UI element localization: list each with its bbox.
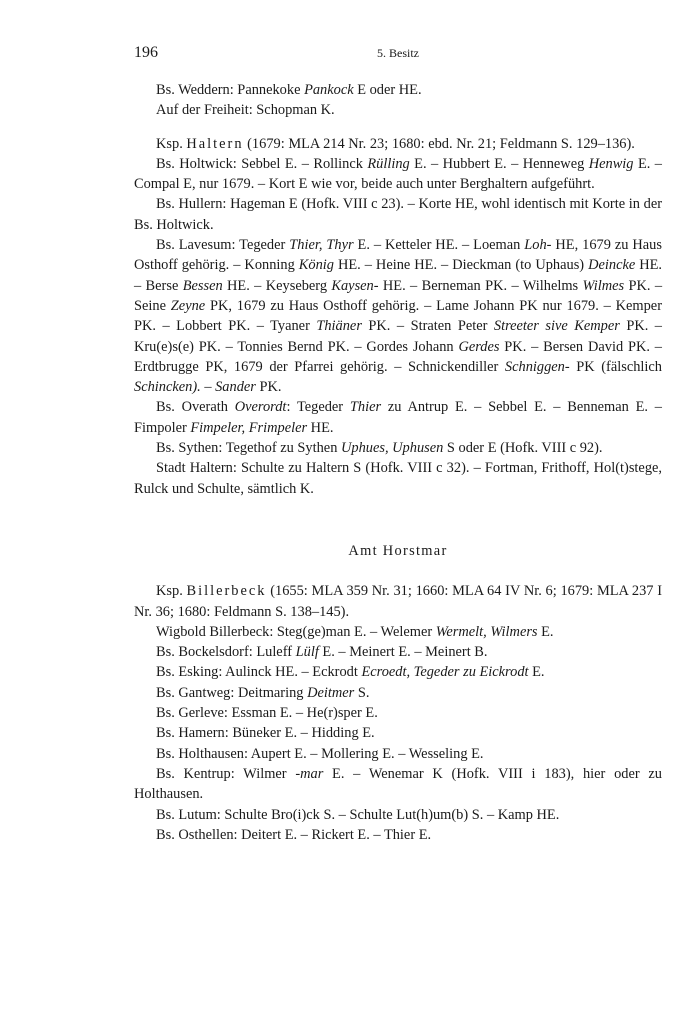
paragraph-stadt-haltern: Stadt Haltern: Schulte zu Haltern S (Hofk. VIII c 32). – Fortman, Frithoff, Hol(t)stege, Rulck und Schulte, sämtlich K. bbox=[134, 460, 662, 497]
page-header bbox=[134, 44, 662, 64]
paragraph-hamern: Bs. Hamern: Büneker E. – Hidding E. bbox=[156, 725, 375, 742]
paragraph-gantweg: Bs. Gantweg: Deitmaring Deitmer S. bbox=[156, 684, 370, 701]
paragraph-holthausen: Bs. Holthausen: Aupert E. – Mollering E. – Wesseling E. bbox=[156, 745, 484, 762]
paragraph-bockelsdorf: Bs. Bockelsdorf: Luleff Lülf E. – Meinert E. – Meinert B. bbox=[156, 644, 488, 661]
page-body bbox=[134, 80, 662, 845]
paragraph-lavesum: Bs. Lavesum: Tegeder Thier, Thyr E. – Ketteler HE. – Loeman Loh- HE, 1679 zu Haus Osthoff gehörig. – Konning König HE. – Heine HE. – Dieckman (to Uphaus) Deincke HE. – Berse Bessen HE. – Keyseberg Kaysen- HE. – Berneman PK. – Wilhelms Wilmes PK. – Seine Zeyne PK, 1679 zu Haus Osthoff gehörig. – Lame Johann PK nur 1679. – Kemper PK. – Lobbert PK. – Tyaner Thiäner PK. – Straten Peter Streeter sive Kemper PK. – Kru(e)s(e) PK. – Tonnies Bernd PK. – Gordes Johann Gerdes PK. – Bersen David PK. – Erdtbrugge PK, 1679 der Pfarrei gehörig. – Schnickendiller Schniggen- PK (fälschlich Schincken). – Sander PK. bbox=[134, 237, 663, 396]
paragraph-holtwick: Bs. Holtwick: Sebbel E. – Rollinck Rülling E. – Hubbert E. – Henneweg Henwig E. – Compal E, nur 1679. – Kort E wie vor, beide auch unter Berghaltern aufgeführt. bbox=[134, 155, 662, 193]
paragraph-ksp-haltern: Ksp. Haltern (1679: MLA 214 Nr. 23; 1680: ebd. Nr. 21; Feldmann S. 129–136). bbox=[156, 135, 635, 152]
paragraph-hullern: Bs. Hullern: Hageman E (Hofk. VIII c 23). – Korte HE, wohl identisch mit Korte in der Bs. Holtwick. bbox=[134, 196, 662, 233]
paragraph-esking: Bs. Esking: Aulinck HE. – Eckrodt Ecroedt, Tegeder zu Eickrodt E. bbox=[156, 664, 545, 681]
paragraph-freiheit: Auf der Freiheit: Schopman K. bbox=[156, 102, 335, 119]
paragraph-lutum: Bs. Lutum: Schulte Bro(i)ck S. – Schulte Lut(h)um(b) S. – Kamp HE. bbox=[156, 806, 560, 823]
paragraph-osthellen: Bs. Osthellen: Deitert E. – Rickert E. – Thier E. bbox=[156, 826, 432, 843]
paragraph-gerleve: Bs. Gerleve: Essman E. – He(r)sper E. bbox=[156, 705, 378, 722]
paragraph-ksp-billerbeck: Ksp. Billerbeck (1655: MLA 359 Nr. 31; 1660: MLA 64 IV Nr. 6; 1679: MLA 237 I Nr. 36; 1680: Feldmann S. 138–145). bbox=[134, 583, 663, 620]
section-heading: Amt Horstmar bbox=[348, 542, 448, 559]
page-number: 196 bbox=[134, 44, 158, 61]
paragraph-sythen: Bs. Sythen: Tegethof zu Sythen Uphues, Uphusen S oder E (Hofk. VIII c 92). bbox=[156, 440, 603, 457]
paragraph-kentrup: Bs. Kentrup: Wilmer -mar E. – Wenemar K (Hofk. VIII i 183), hier oder zu Holthausen. bbox=[134, 765, 662, 803]
paragraph-wigbold-billerbeck: Wigbold Billerbeck: Steg(ge)man E. – Welemer Wermelt, Wilmers E. bbox=[156, 623, 554, 640]
running-head: 5. Besitz bbox=[377, 46, 419, 60]
paragraph-overath: Bs. Overath Overordt: Tegeder Thier zu Antrup E. – Sebbel E. – Benneman E. – Fimpoler Fimpeler, Frimpeler HE. bbox=[134, 399, 662, 436]
paragraph-weddern: Bs. Weddern: Pannekoke Pankock E oder HE. bbox=[156, 82, 422, 98]
